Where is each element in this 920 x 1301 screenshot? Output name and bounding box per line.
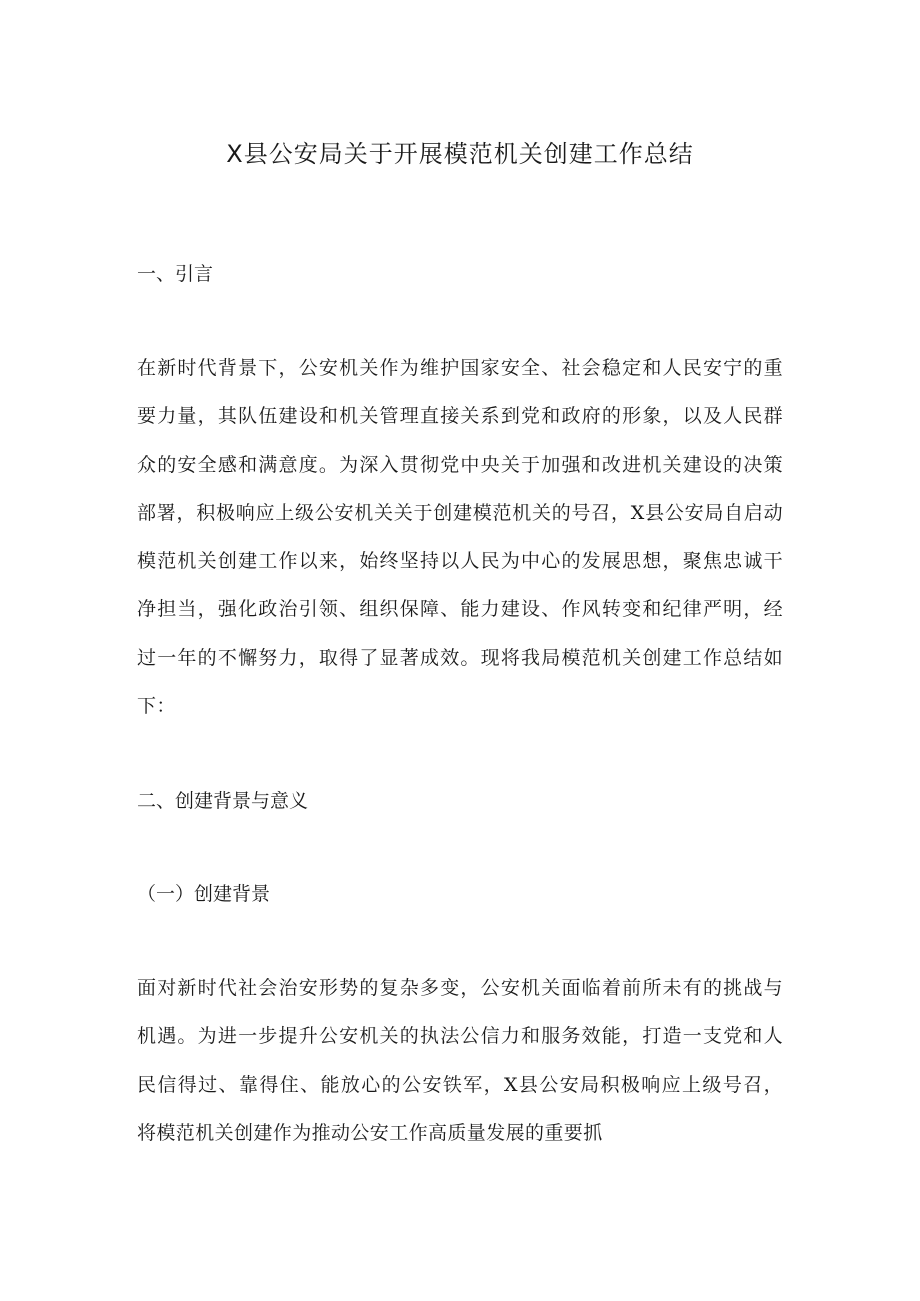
section-heading-background: 二、创建背景与意义 [137,790,309,812]
background-paragraph [137,974,783,1167]
paragraph-line: 在新时代背景下，公安机关作为维护国家安全、社会稳定和人民安宁的重 [137,357,783,379]
paragraph-line: 众的安全感和满意度。为深入贯彻党中央关于加强和改进机关建设的决策 [137,453,783,476]
introduction-paragraph [137,354,783,740]
paragraph-line: 机遇。为进一步提升公安机关的执法公信力和服务效能，打造一支党和人 [137,1025,783,1048]
paragraph-line: 过一年的不懈努力，取得了显著成效。现将我局模范机关创建工作总结如 [137,646,783,669]
section-heading-introduction: 一、引言 [137,263,214,285]
paragraph-line: 民信得过、靠得住、能放心的公安铁军，X县公安局积极响应上级号召， [137,1073,783,1096]
paragraph-line: 模范机关创建工作以来，始终坚持以人民为中心的发展思想，聚焦忠诚干 [137,550,783,573]
paragraph-line: 部署，积极响应上级公安机关关于创建模范机关的号召，X县公安局自启动 [137,501,783,524]
document-title: X县公安局关于开展模范机关创建工作总结 [226,140,694,168]
paragraph-line: 下： [137,695,176,718]
paragraph-line: 净担当，强化政治引领、组织保障、能力建设、作风转变和纪律严明，经 [137,598,783,621]
paragraph-line: 将模范机关创建作为推动公安工作高质量发展的重要抓 [137,1121,603,1144]
paragraph-line: 要力量，其队伍建设和机关管理直接关系到党和政府的形象，以及人民群 [137,405,783,428]
subsection-heading-background: （一）创建背景 [137,883,271,905]
paragraph-line: 面对新时代社会治安形势的复杂多变，公安机关面临着前所未有的挑战与 [137,977,783,999]
